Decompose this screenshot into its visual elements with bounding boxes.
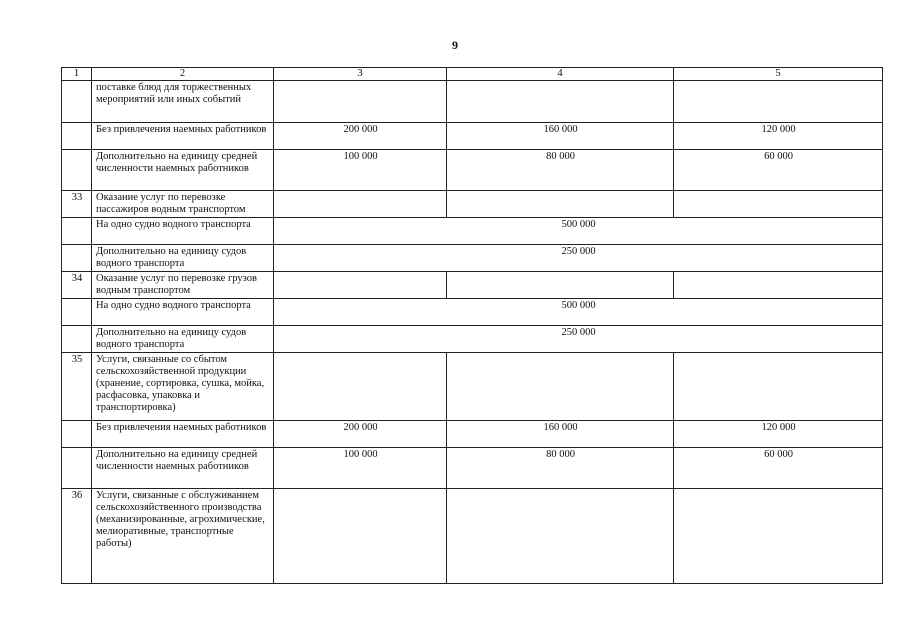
value-col4: 80 000 bbox=[447, 150, 674, 191]
value-col3 bbox=[274, 191, 447, 218]
page-number: 9 bbox=[452, 38, 458, 52]
service-name: Дополнительно на единицу судов водного транспорта bbox=[92, 326, 274, 353]
service-name: Без привлечения наемных работников bbox=[92, 421, 274, 448]
table-row bbox=[62, 448, 883, 489]
merged-value: 500 000 bbox=[274, 299, 883, 326]
merged-value: 250 000 bbox=[274, 245, 883, 272]
table-row bbox=[62, 353, 883, 421]
value-col3 bbox=[274, 489, 447, 584]
value-col4 bbox=[447, 191, 674, 218]
value-col5 bbox=[674, 191, 883, 218]
service-name: Услуги, связанные с обслуживанием сельскохозяйственного производства (механизированные, агрохимические, мелиоративные, транспортные работы) bbox=[92, 489, 274, 584]
value-col5 bbox=[674, 489, 883, 584]
table-row bbox=[62, 218, 883, 245]
row-number: 35 bbox=[62, 353, 92, 421]
service-name: Без привлечения наемных работников bbox=[92, 123, 274, 150]
service-name: поставке блюд для торжественных мероприятий или иных событий bbox=[92, 81, 274, 123]
value-col3: 100 000 bbox=[274, 150, 447, 191]
row-number bbox=[62, 245, 92, 272]
header-cell-4: 4 bbox=[447, 68, 674, 81]
table-row bbox=[62, 326, 883, 353]
table-row bbox=[62, 299, 883, 326]
value-col5 bbox=[674, 272, 883, 299]
row-number bbox=[62, 150, 92, 191]
service-name: Дополнительно на единицу средней численности наемных работников bbox=[92, 448, 274, 489]
row-number bbox=[62, 421, 92, 448]
service-name: Дополнительно на единицу средней численности наемных работников bbox=[92, 150, 274, 191]
value-col4 bbox=[447, 489, 674, 584]
service-name: Оказание услуг по перевозке пассажиров водным транспортом bbox=[92, 191, 274, 218]
header-cell-5: 5 bbox=[674, 68, 883, 81]
row-number: 34 bbox=[62, 272, 92, 299]
row-number bbox=[62, 218, 92, 245]
row-number bbox=[62, 448, 92, 489]
value-col5 bbox=[674, 81, 883, 123]
row-number bbox=[62, 326, 92, 353]
value-col4 bbox=[447, 353, 674, 421]
value-col3 bbox=[274, 353, 447, 421]
table-row bbox=[62, 81, 883, 123]
value-col5: 120 000 bbox=[674, 421, 883, 448]
value-col4 bbox=[447, 272, 674, 299]
table-row bbox=[62, 272, 883, 299]
service-name: Услуги, связанные со сбытом сельскохозяйственной продукции (хранение, сортировка, сушка, мойка, расфасовка, упаковка и транспортировка) bbox=[92, 353, 274, 421]
header-cell-2: 2 bbox=[92, 68, 274, 81]
service-name: На одно судно водного транспорта bbox=[92, 218, 274, 245]
row-number bbox=[62, 81, 92, 123]
tariff-table bbox=[61, 67, 883, 584]
value-col5: 60 000 bbox=[674, 448, 883, 489]
value-col4: 160 000 bbox=[447, 421, 674, 448]
value-col3 bbox=[274, 272, 447, 299]
service-name: Дополнительно на единицу судов водного транспорта bbox=[92, 245, 274, 272]
value-col4: 160 000 bbox=[447, 123, 674, 150]
row-number bbox=[62, 299, 92, 326]
value-col3 bbox=[274, 81, 447, 123]
merged-value: 250 000 bbox=[274, 326, 883, 353]
value-col4: 80 000 bbox=[447, 448, 674, 489]
row-number: 36 bbox=[62, 489, 92, 584]
table-row bbox=[62, 123, 883, 150]
table-row bbox=[62, 489, 883, 584]
table-row bbox=[62, 245, 883, 272]
table-header-row bbox=[62, 68, 883, 81]
header-cell-1: 1 bbox=[62, 68, 92, 81]
service-name: Оказание услуг по перевозке грузов водным транспортом bbox=[92, 272, 274, 299]
value-col3: 200 000 bbox=[274, 123, 447, 150]
value-col3: 100 000 bbox=[274, 448, 447, 489]
value-col5: 60 000 bbox=[674, 150, 883, 191]
value-col4 bbox=[447, 81, 674, 123]
table-row bbox=[62, 191, 883, 218]
value-col3: 200 000 bbox=[274, 421, 447, 448]
table-row bbox=[62, 150, 883, 191]
row-number bbox=[62, 123, 92, 150]
value-col5: 120 000 bbox=[674, 123, 883, 150]
row-number: 33 bbox=[62, 191, 92, 218]
service-name: На одно судно водного транспорта bbox=[92, 299, 274, 326]
header-cell-3: 3 bbox=[274, 68, 447, 81]
merged-value: 500 000 bbox=[274, 218, 883, 245]
table-row bbox=[62, 421, 883, 448]
value-col5 bbox=[674, 353, 883, 421]
